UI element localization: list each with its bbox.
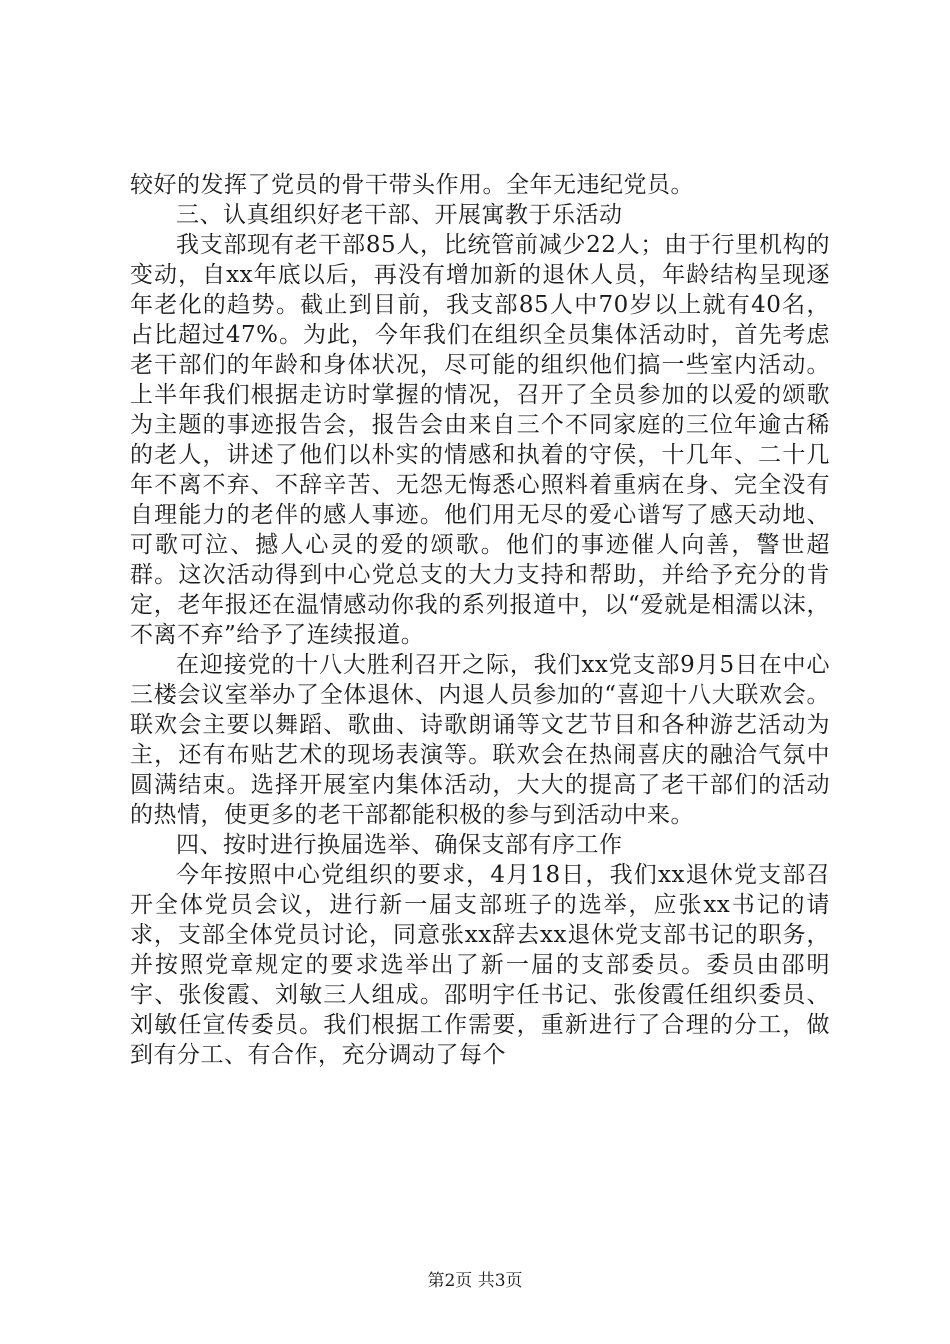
document-body	[130, 170, 830, 1070]
paragraph-1: 较好的发挥了党员的骨干带头作用。全年无违纪党员。	[130, 172, 694, 198]
section-heading-3: 三、认真组织好老干部、开展寓教于乐活动	[176, 202, 623, 228]
page-number: 第2页 共3页	[427, 1271, 523, 1291]
paragraph-2: 我支部现有老干部85人，比统管前减少22人；由于行里机构的变动，自xx年底以后，再没有增加新的退休人员，年龄结构呈现逐年老化的趋势。截止到目前，我支部85人中70岁以上就有40名，占比超过47%。为此，今年我们在组织全员集体活动时，首先考虑老干部们的年龄和身体状况，尽可能的组织他们搞一些室内活动。上半年我们根据走访时掌握的情况，召开了全员参加的以爱的颂歌为主题的事迹报告会，报告会由来自三个不同家庭的三位年逾古稀的老人，讲述了他们以朴实的情感和执着的守侯，十几年、二十几年不离不弃、不辞辛苦、无怨无悔悉心照料着重病在身、完全没有自理能力的老伴的感人事迹。他们用无尽的爱心谱写了感天动地、可歌可泣、撼人心灵的爱的颂歌。他们的事迹催人向善，警世超群。这次活动得到中心党总支的大力支持和帮助，并给予充分的肯定，老年报还在温情感动你我的系列报道中，以“爱就是相濡以沫，不离不弃”给予了连续报道。	[130, 232, 830, 648]
paragraph-4: 今年按照中心党组织的要求，4月18日，我们xx退休党支部召开全体党员会议，进行新一届支部班子的选举，应张xx书记的请求，支部全体党员讨论，同意张xx辞去xx退休党支部书记的职务，并按照党章规定的要求选举出了新一届的支部委员。委员由邵明宇、张俊霞、刘敏三人组成。邵明宇任书记、张俊霞任组织委员、刘敏任宣传委员。我们根据工作需要，重新进行了合理的分工，做到有分工、有合作，充分调动了每个	[130, 862, 830, 1068]
section-heading-4: 四、按时进行换届选举、确保支部有序工作	[176, 832, 623, 858]
paragraph-3: 在迎接党的十八大胜利召开之际，我们xx党支部9月5日在中心三楼会议室举办了全体退休、内退人员参加的“喜迎十八大联欢会。联欢会主要以舞蹈、歌曲、诗歌朗诵等文艺节目和各种游艺活动为主，还有布贴艺术的现场表演等。联欢会在热闹喜庆的融洽气氛中圆满结束。选择开展室内集体活动，大大的提高了老干部们的活动的热情，使更多的老干部都能积极的参与到活动中来。	[130, 652, 830, 828]
page-footer	[0, 1270, 950, 1292]
